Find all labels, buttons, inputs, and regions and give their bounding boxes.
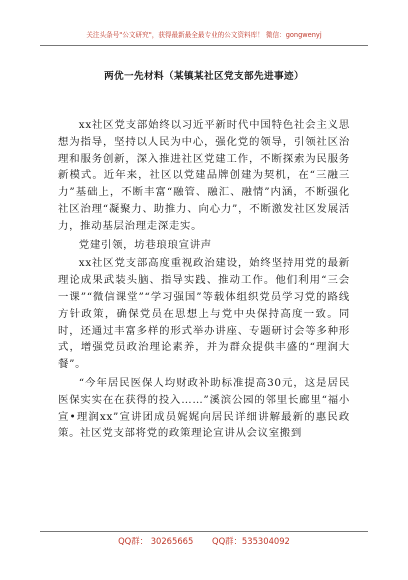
- footer-divider: [40, 531, 368, 532]
- document-title: 两优一先材料（某镇某社区党支部先进事迹）: [104, 71, 304, 82]
- section-heading: 党建引领，坊巷琅琅宣讲声: [78, 238, 212, 251]
- body-paragraph: xx社区党支部始终以习近平新时代中国特色社会主义思想为指导，坚持以人民为中心，强化党的领导，引领社区治理和服务创新，深入推进社区党建工作，不断探索为民服务新模式。近年来，社区以党建品牌创建为契机，在“三融三力”基础上，不断丰富“融管、融汇、融情”内涵，不断强化社区治理“凝聚力、助推力、向心力”，不断激发社区发展活力，推动基层治理走深走实。: [58, 119, 350, 232]
- document-body: [58, 117, 350, 444]
- footer: [0, 535, 408, 547]
- body-paragraph: “今年居民医保人均财政补助标准提高30元，这是居民医保实实在在获得的投入……”溪滨公园的邻里长廊里“福小宣•理润xx”宣讲团成员娓娓向居民详细讲解最新的惠民政策。社区党支部将党的政策理论宣讲从会议室搬到: [58, 376, 350, 440]
- header-banner: 关注头条号"公文研究"，获得最新最全最专业的公文资料库！ 微信：gongwenyj: [86, 31, 322, 39]
- footer-qq-group-2: QQ群：535304092: [212, 536, 290, 546]
- footer-qq-group-1: QQ群： 30265665: [118, 536, 194, 546]
- body-paragraph: xx社区党支部高度重视政治建设，始终坚持用党的最新理论成果武装头脑、指导实践、推动工作。他们利用“三会一课”“微信课堂”“学习强国”等载体组织党员学习党的路线方针政策，确保党员在思想上与党中央保持高度一致。同时，还通过丰富多样的形式举办讲座、专题研讨会等多种形式，增强党员政治理论素养，并为群众提供丰盛的“理润大餐”。: [58, 257, 350, 371]
- header-divider: [40, 45, 368, 46]
